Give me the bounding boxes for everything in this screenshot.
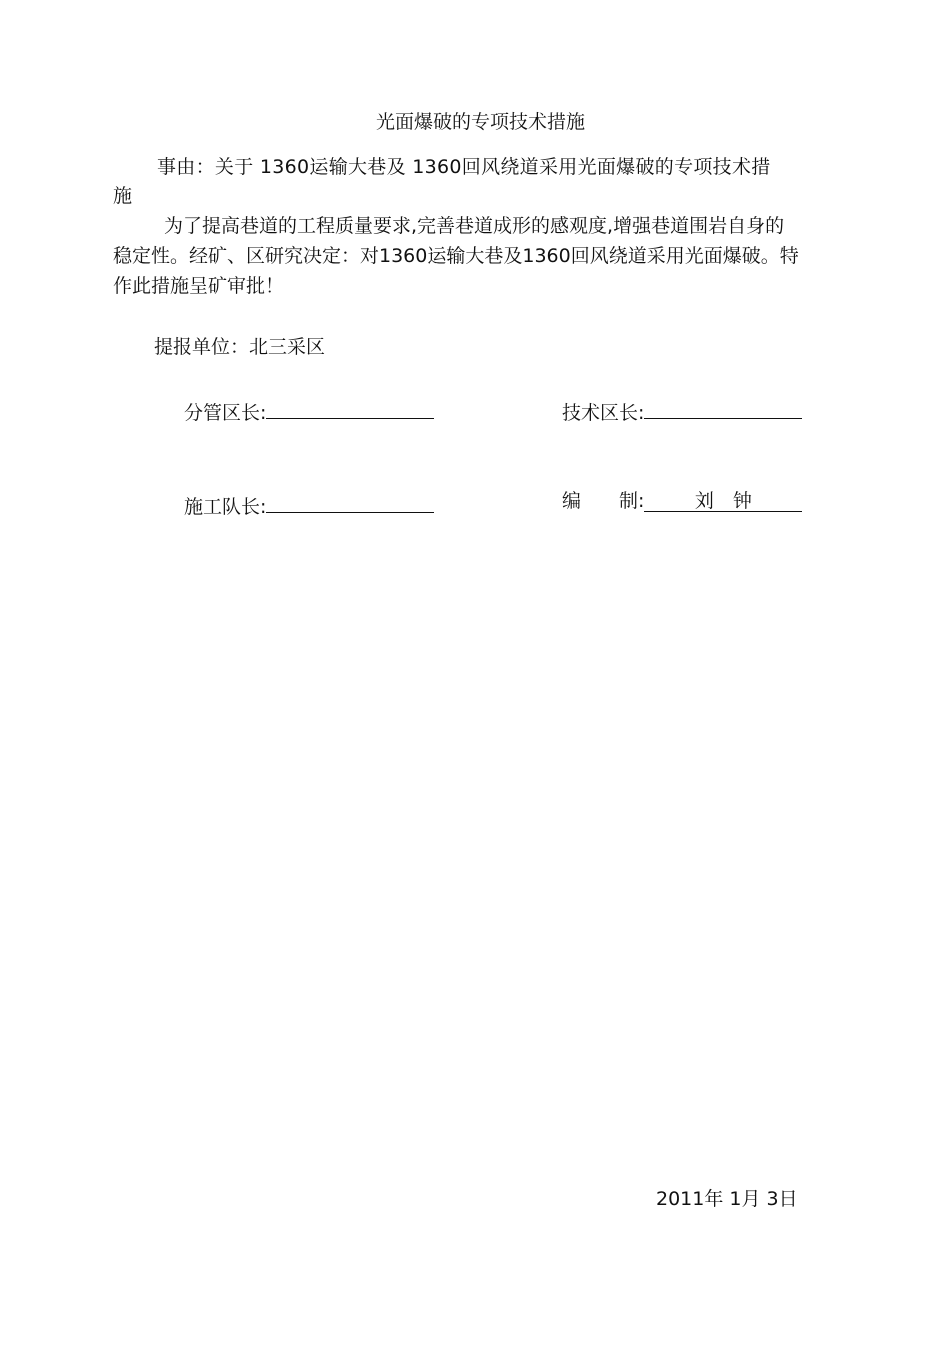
document-date: 2011年 1月 3日: [656, 1188, 798, 1210]
reason-line-2: 施: [113, 185, 133, 207]
body-line-3: 作此措施呈矿审批！: [113, 275, 285, 297]
document-title: 光面爆破的专项技术措施: [376, 111, 586, 133]
manager-signature: [184, 398, 434, 423]
submitting-unit: 提报单位：北三采区: [154, 336, 326, 358]
tech-chief-signature: [562, 398, 802, 423]
manager-signature-line: [266, 398, 434, 419]
body-line-1: 为了提高巷道的工程质量要求,完善巷道成形的感观度,增强巷道围岩自身的: [164, 215, 785, 237]
tech-chief-label: 技术区长:: [562, 402, 645, 424]
body-line-2: 稳定性。经矿、区研究决定：对1360运输大巷及1360回风绕道采用光面爆破。特: [113, 245, 799, 267]
team-leader-label: 施工队长:: [184, 496, 267, 518]
manager-label: 分管区长:: [184, 402, 267, 424]
tech-chief-signature-line: [644, 398, 802, 419]
team-leader-signature-line: [266, 492, 434, 513]
compiler-label: 编 制:: [562, 490, 645, 512]
team-leader-signature: [184, 492, 434, 517]
compiler-signature: [562, 492, 802, 512]
reason-line-1: 事由：关于 1360运输大巷及 1360回风绕道采用光面爆破的专项技术措: [157, 156, 771, 178]
compiler-value: 刘 钟: [644, 492, 802, 512]
